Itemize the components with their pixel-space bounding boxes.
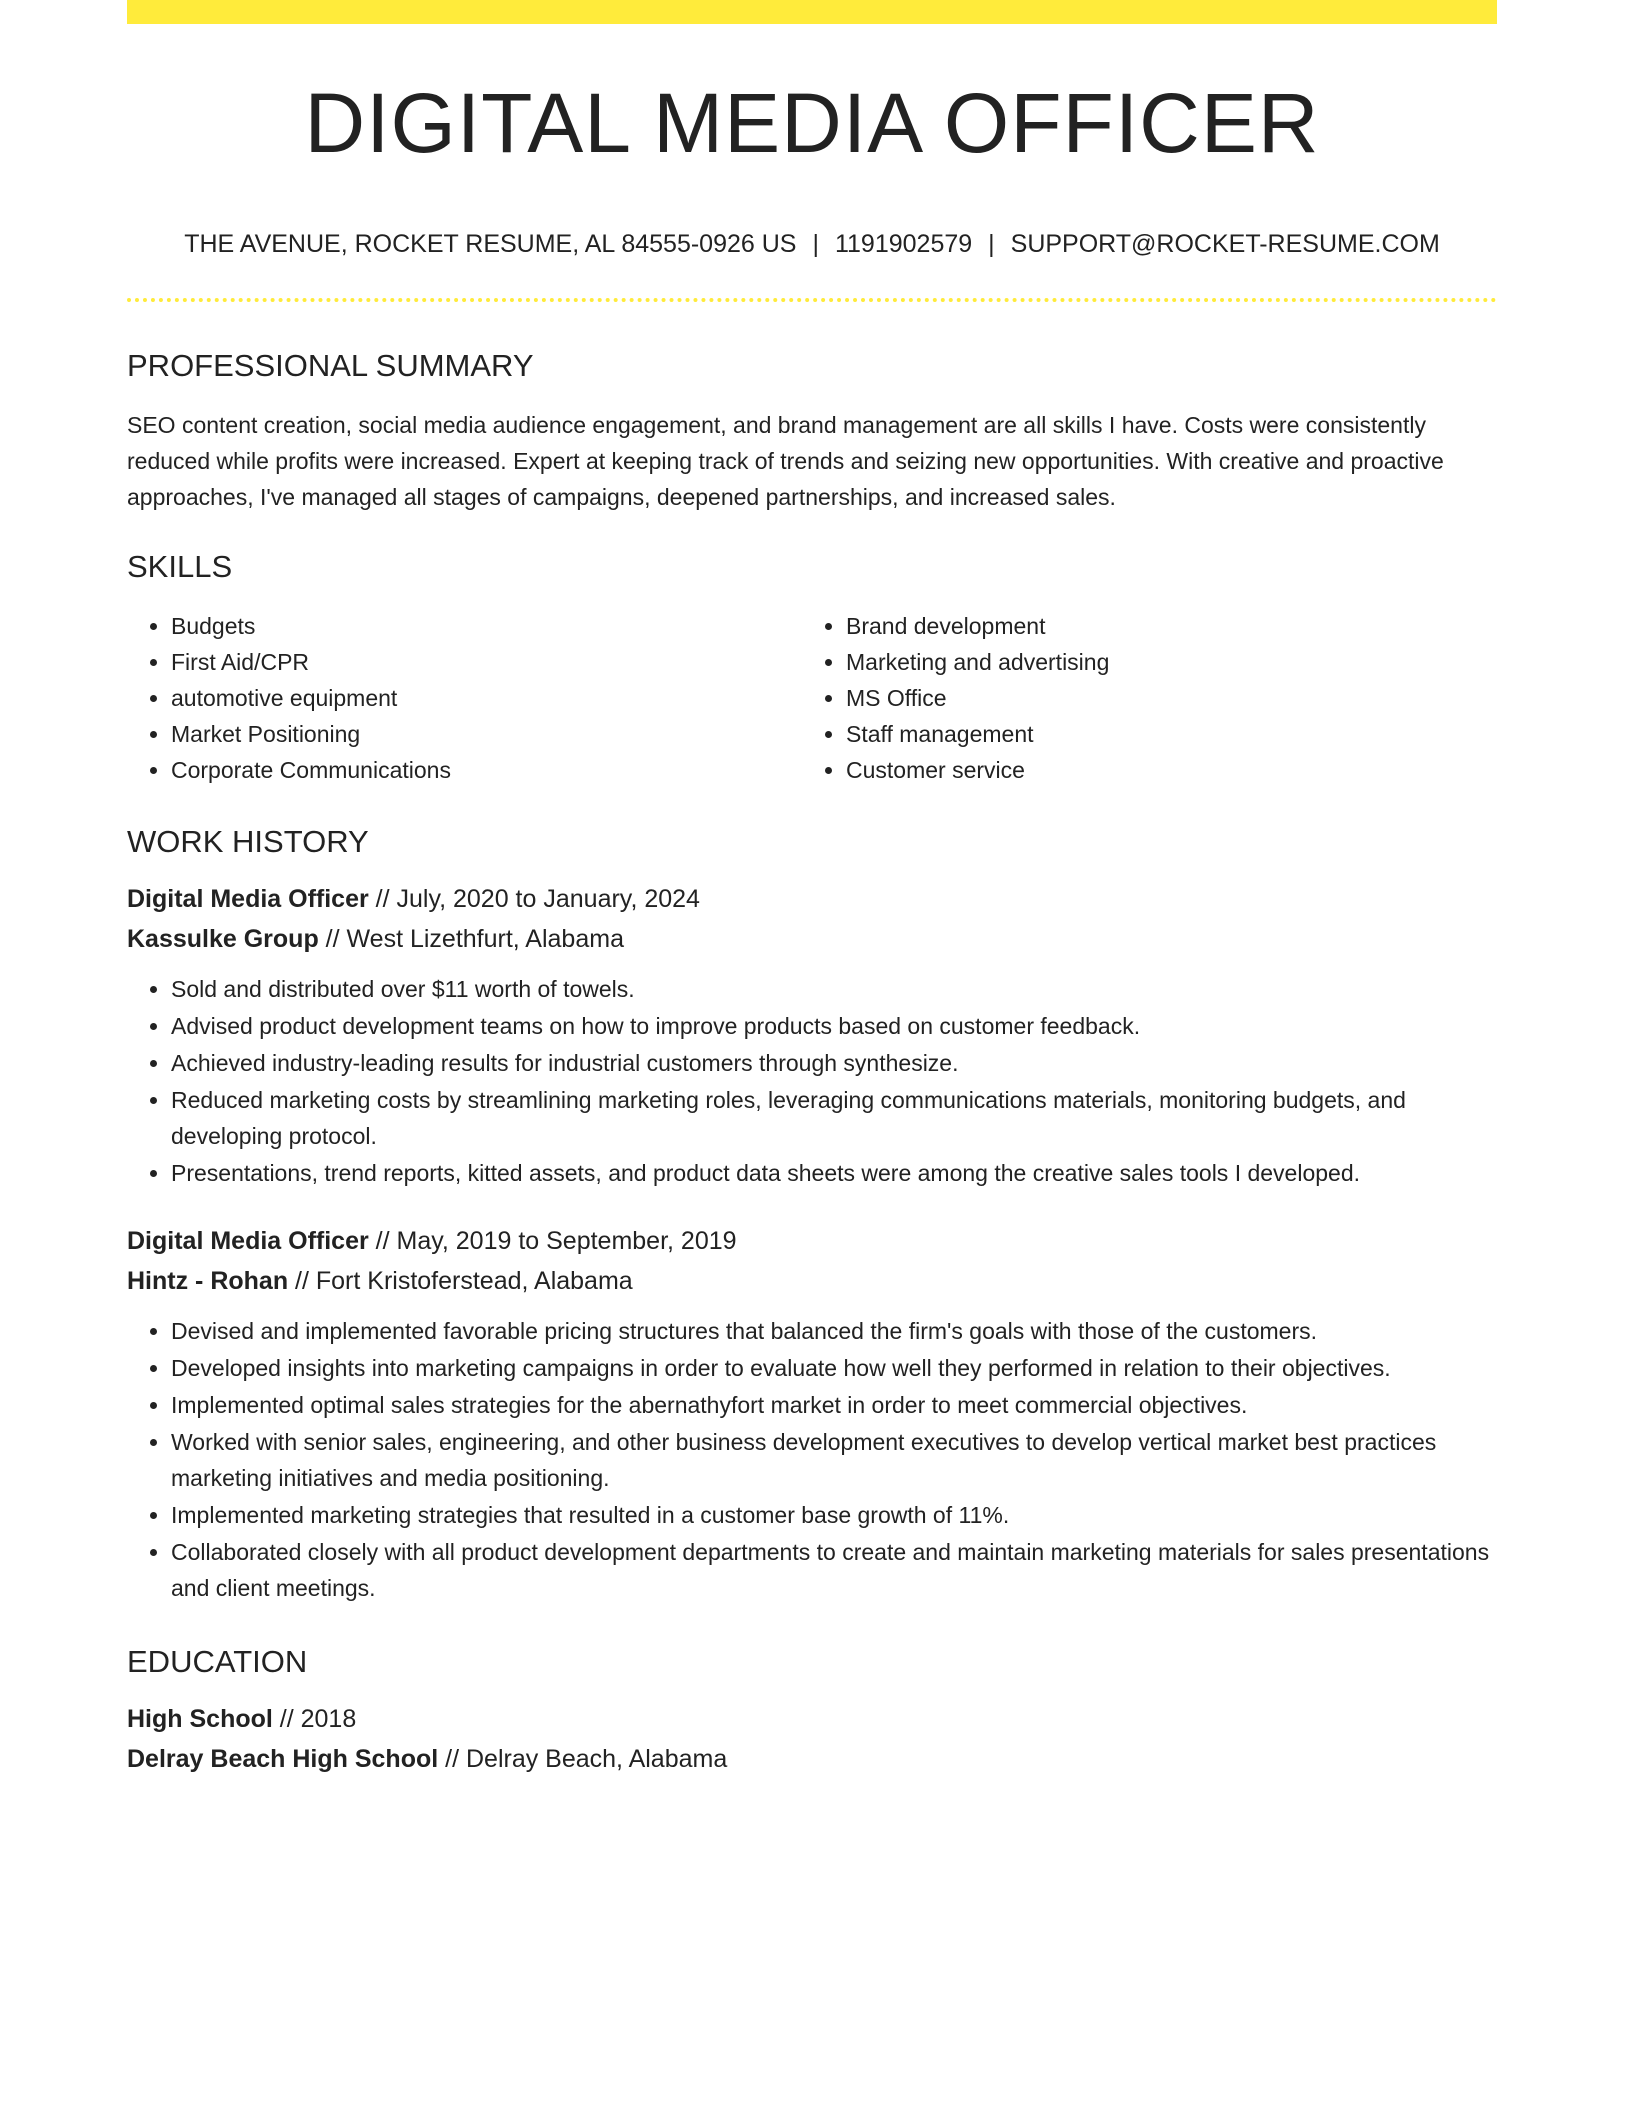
job-bullets bbox=[127, 971, 1497, 1191]
skills-column-right bbox=[802, 608, 1477, 788]
job-dates: // July, 2020 to January, 2024 bbox=[368, 885, 700, 913]
job-company-line bbox=[127, 1261, 1497, 1301]
education-year: // 2018 bbox=[272, 1705, 357, 1733]
skill-item: • Brand development bbox=[846, 608, 1477, 644]
resume-title: DIGITAL MEDIA OFFICER bbox=[304, 76, 1320, 170]
job-bullet: • Sold and distributed over $11 worth of towels. bbox=[171, 971, 1497, 1007]
skill-item: • Market Positioning bbox=[171, 716, 802, 752]
job-dates: // May, 2019 to September, 2019 bbox=[368, 1227, 737, 1255]
education-location: // Delray Beach, Alabama bbox=[438, 1745, 728, 1773]
skill-item: • Corporate Communications bbox=[171, 752, 802, 788]
job-position: Digital Media Officer bbox=[127, 1227, 369, 1255]
skill-item: • Staff management bbox=[846, 716, 1477, 752]
dotted-divider bbox=[127, 298, 1497, 302]
phone: 1191902579 bbox=[834, 230, 973, 258]
section-title-education: EDUCATION bbox=[127, 1644, 308, 1679]
job-bullet: • Reduced marketing costs by streamlining marketing roles, leveraging communications materials, monitoring budgets, and developing protocol. bbox=[171, 1082, 1497, 1154]
skills-list bbox=[127, 608, 1497, 788]
job-bullet: • Worked with senior sales, engineering, and other business development executives to develop vertical market best practices marketing initiatives and media positioning. bbox=[171, 1424, 1497, 1496]
job-position: Digital Media Officer bbox=[127, 885, 369, 913]
job-bullet: • Advised product development teams on how to improve products based on customer feedback. bbox=[171, 1008, 1497, 1044]
section-title-summary: PROFESSIONAL SUMMARY bbox=[127, 348, 534, 383]
contact-separator: | bbox=[812, 230, 819, 258]
accent-bar bbox=[127, 0, 1497, 24]
skill-item: • automotive equipment bbox=[171, 680, 802, 716]
job-entry bbox=[127, 1221, 1497, 1606]
contact-line bbox=[127, 232, 1497, 257]
section-title-skills: SKILLS bbox=[127, 549, 233, 584]
job-bullet: • Devised and implemented favorable pricing structures that balanced the firm's goals with those of the customers. bbox=[171, 1313, 1497, 1349]
job-company: Hintz - Rohan bbox=[127, 1267, 289, 1295]
skill-item: • Marketing and advertising bbox=[846, 644, 1477, 680]
education-school: Delray Beach High School bbox=[127, 1745, 439, 1773]
education-school-line bbox=[127, 1739, 1497, 1779]
job-company-line bbox=[127, 919, 1497, 959]
contact-separator: | bbox=[988, 230, 995, 258]
job-bullet: • Implemented optimal sales strategies for the abernathyfort market in order to meet commercial objectives. bbox=[171, 1387, 1497, 1423]
resume-page bbox=[127, 0, 1497, 1779]
skill-item: • MS Office bbox=[846, 680, 1477, 716]
job-bullet: • Developed insights into marketing campaigns in order to evaluate how well they performed in relation to their objectives. bbox=[171, 1350, 1497, 1386]
summary-text: SEO content creation, social media audience engagement, and brand management are all skills I have. Costs were consistently reduced while profits were increased. Expert at keeping track of trends and seizing new opportunities. With creative and proactive approaches, I've managed all stages of campaigns, deepened partnerships, and increased sales. bbox=[127, 412, 1444, 510]
job-bullet: • Presentations, trend reports, kitted assets, and product data sheets were among the creative sales tools I developed. bbox=[171, 1155, 1497, 1191]
job-entry bbox=[127, 879, 1497, 1191]
skill-item: • First Aid/CPR bbox=[171, 644, 802, 680]
job-title-line bbox=[127, 1221, 1497, 1261]
job-location: // West Lizethfurt, Alabama bbox=[318, 925, 624, 953]
address: THE AVENUE, ROCKET RESUME, AL 84555-0926 US bbox=[184, 230, 797, 258]
section-title-work-history: WORK HISTORY bbox=[127, 824, 369, 859]
job-bullet: • Collaborated closely with all product development departments to create and maintain marketing materials for sales presentations and client meetings. bbox=[171, 1534, 1497, 1606]
job-bullet: • Achieved industry-leading results for industrial customers through synthesize. bbox=[171, 1045, 1497, 1081]
skill-item: • Customer service bbox=[846, 752, 1477, 788]
email: SUPPORT@ROCKET-RESUME.COM bbox=[1010, 230, 1440, 258]
education-degree: High School bbox=[127, 1705, 273, 1733]
job-bullets bbox=[127, 1313, 1497, 1606]
education-degree-line bbox=[127, 1699, 1497, 1739]
skills-column-left bbox=[127, 608, 802, 788]
job-location: // Fort Kristoferstead, Alabama bbox=[288, 1267, 633, 1295]
skill-item: • Budgets bbox=[171, 608, 802, 644]
job-company: Kassulke Group bbox=[127, 925, 319, 953]
job-title-line bbox=[127, 879, 1497, 919]
job-bullet: • Implemented marketing strategies that resulted in a customer base growth of 11%. bbox=[171, 1497, 1497, 1533]
